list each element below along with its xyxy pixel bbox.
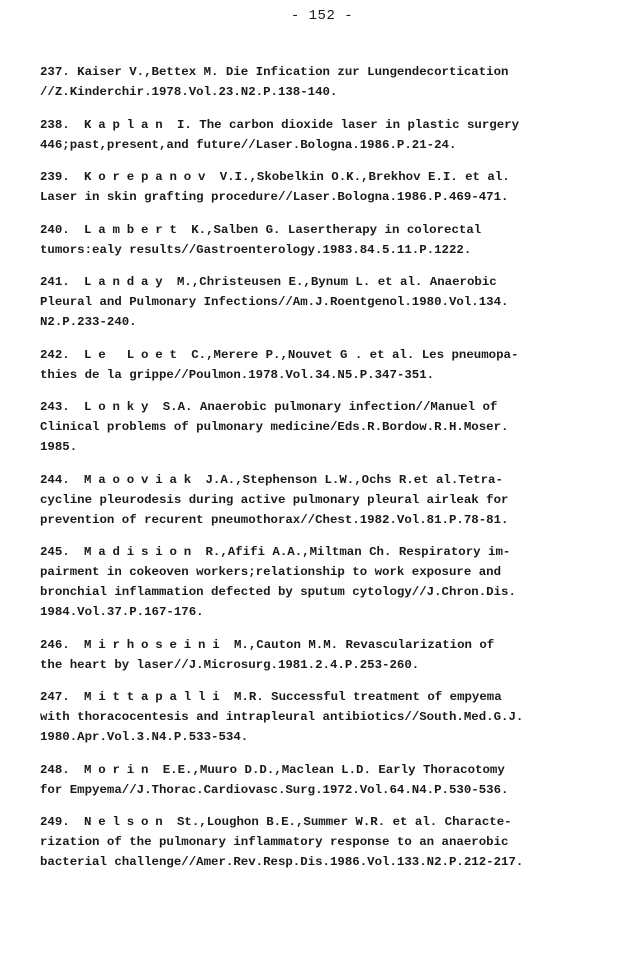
reference-text: the heart by laser//J.Microsurg.1981.2.4.P.253-260. — [40, 657, 420, 672]
reference-number: 243. — [40, 400, 70, 414]
reference-text: R.,Afifi A.A.,Miltman Ch. Respiratory im- — [198, 545, 511, 559]
reference-text: M.,Cauton M.M. Revascularization of — [226, 637, 495, 652]
reference-text: 446;past,present,and future//Laser.Bologna.1986.P.21-24. — [40, 137, 457, 152]
reference-line — [40, 272, 636, 292]
reference-entry — [40, 62, 636, 102]
reference-line — [40, 62, 636, 82]
reference-line — [40, 82, 636, 102]
reference-text: with thoracocentesis and intrapleural antibiotics//South.Med.G.J. — [40, 710, 524, 724]
reference-number: 241. — [40, 275, 70, 289]
reference-text: 1985. — [40, 440, 78, 454]
reference-text: I. The carbon dioxide laser in plastic surgery — [169, 117, 520, 132]
reference-text: St.,Loughon B.E.,Summer W.R. et al. Characte- — [169, 815, 512, 829]
reference-text: thies de la grippe//Poulmon.1978.Vol.34.N5.P.347-351. — [40, 367, 435, 382]
author-surname: Mirhoseini — [69, 637, 227, 652]
reference-number: 244. — [40, 472, 70, 487]
reference-text: for Empyema//J.Thorac.Cardiovasc.Surg.1972.Vol.64.N4.P.530-536. — [40, 782, 509, 797]
author-surname: Kaplan — [69, 117, 170, 132]
reference-entry — [40, 167, 636, 207]
reference-number: 249. — [40, 815, 70, 829]
author-surname: Maooviak — [69, 472, 199, 487]
reference-text: C.,Merere P.,Nouvet G . et al. Les pneumopa- — [183, 347, 519, 362]
reference-text: M.R. Successful treatment of empyema — [226, 690, 502, 704]
reference-text: tumors:ealy results//Gastroenterology.1983.84.5.11.P.1222. — [40, 242, 472, 257]
reference-entry — [40, 760, 636, 800]
reference-line — [40, 780, 636, 800]
reference-text: K.,Salben G. Lasertherapy in colorectal — [183, 222, 482, 237]
author-surname: Lambert — [69, 222, 184, 237]
reference-text: Laser in skin grafting procedure//Laser.Bologna.1986.P.469-471. — [40, 190, 509, 204]
reference-text: //Z.Kinderchir.1978.Vol.23.N2.P.138-140. — [40, 85, 338, 99]
reference-line — [40, 635, 636, 655]
author-surname: Lonky — [69, 400, 156, 414]
reference-line — [40, 312, 636, 332]
reference-line — [40, 167, 636, 187]
reference-line — [40, 240, 636, 260]
reference-line — [40, 437, 636, 457]
reference-text: bacterial challenge//Amer.Rev.Resp.Dis.1986.Vol.133.N2.P.212-217. — [40, 855, 524, 869]
reference-text: Kaiser V.,Bettex M. Die Infication zur Lungendecortication — [69, 65, 509, 79]
reference-entry — [40, 542, 636, 622]
reference-entry — [40, 687, 636, 747]
reference-text: bronchial inflammation defected by sputum cytology//J.Chron.Dis. — [40, 585, 516, 599]
reference-number: 246. — [40, 637, 70, 652]
reference-entry — [40, 345, 636, 385]
reference-number: 245. — [40, 545, 70, 559]
reference-line — [40, 760, 636, 780]
reference-line — [40, 345, 636, 365]
reference-line — [40, 655, 636, 675]
reference-line — [40, 187, 636, 207]
author-surname: Le Loet — [69, 347, 184, 362]
reference-text: 1980.Apr.Vol.3.N4.P.533-534. — [40, 730, 249, 744]
reference-text: J.A.,Stephenson L.W.,Ochs R.et al.Tetra- — [198, 472, 503, 487]
reference-text: pairment in cokeoven workers;relationship to work exposure and — [40, 565, 502, 579]
reference-line — [40, 852, 636, 872]
reference-text: Pleural and Pulmonary Infections//Am.J.Roentgenol.1980.Vol.134. — [40, 295, 509, 309]
reference-line — [40, 470, 636, 490]
reference-line — [40, 687, 636, 707]
author-surname: Nelson — [69, 815, 170, 829]
reference-line — [40, 417, 636, 437]
reference-text: M.,Christeusen E.,Bynum L. et al. Anaerobic — [169, 275, 497, 289]
reference-line — [40, 602, 636, 622]
author-surname: Landay — [69, 275, 170, 289]
reference-entry — [40, 470, 636, 530]
reference-line — [40, 812, 636, 832]
reference-line — [40, 115, 636, 135]
reference-line — [40, 562, 636, 582]
reference-entry — [40, 220, 636, 260]
reference-line — [40, 292, 636, 312]
reference-text: 1984.Vol.37.P.167-176. — [40, 605, 204, 619]
reference-text: V.I.,Skobelkin O.K.,Brekhov E.I. et al. — [212, 170, 510, 184]
author-surname: Korepanov — [69, 170, 213, 184]
reference-number: 238. — [40, 117, 70, 132]
reference-entry — [40, 397, 636, 457]
reference-line — [40, 397, 636, 417]
reference-entry — [40, 272, 636, 332]
reference-line — [40, 135, 636, 155]
reference-text: rization of the pulmonary inflammatory response to an anaerobic — [40, 835, 509, 849]
reference-number: 247. — [40, 690, 70, 704]
reference-text: N2.P.233-240. — [40, 315, 137, 329]
page-number: - 152 - — [290, 8, 354, 24]
reference-number: 239. — [40, 170, 70, 184]
reference-line — [40, 582, 636, 602]
author-surname: Morin — [69, 762, 156, 777]
reference-entry — [40, 635, 636, 675]
reference-line — [40, 727, 636, 747]
reference-list — [40, 62, 636, 885]
reference-line — [40, 220, 636, 240]
reference-entry — [40, 115, 636, 155]
reference-line — [40, 490, 636, 510]
reference-number: 240. — [40, 222, 70, 237]
reference-text: E.E.,Muuro D.D.,Maclean L.D. Early Thoracotomy — [155, 762, 505, 777]
reference-number: 242. — [40, 347, 70, 362]
reference-number: 248. — [40, 762, 70, 777]
reference-line — [40, 707, 636, 727]
reference-text: Clinical problems of pulmonary medicine/Eds.R.Bordow.R.H.Moser. — [40, 420, 509, 434]
author-surname: Madision — [69, 545, 199, 559]
reference-line — [40, 832, 636, 852]
reference-line — [40, 542, 636, 562]
reference-line — [40, 365, 636, 385]
reference-entry — [40, 812, 636, 872]
reference-text: prevention of recurent pneumothorax//Chest.1982.Vol.81.P.78-81. — [40, 512, 509, 527]
reference-text: S.A. Anaerobic pulmonary infection//Manuel of — [155, 400, 498, 414]
reference-line — [40, 510, 636, 530]
reference-number: 237. — [40, 65, 70, 79]
author-surname: Mittapalli — [69, 690, 227, 704]
reference-text: cycline pleurodesis during active pulmonary pleural airleak for — [40, 492, 509, 507]
